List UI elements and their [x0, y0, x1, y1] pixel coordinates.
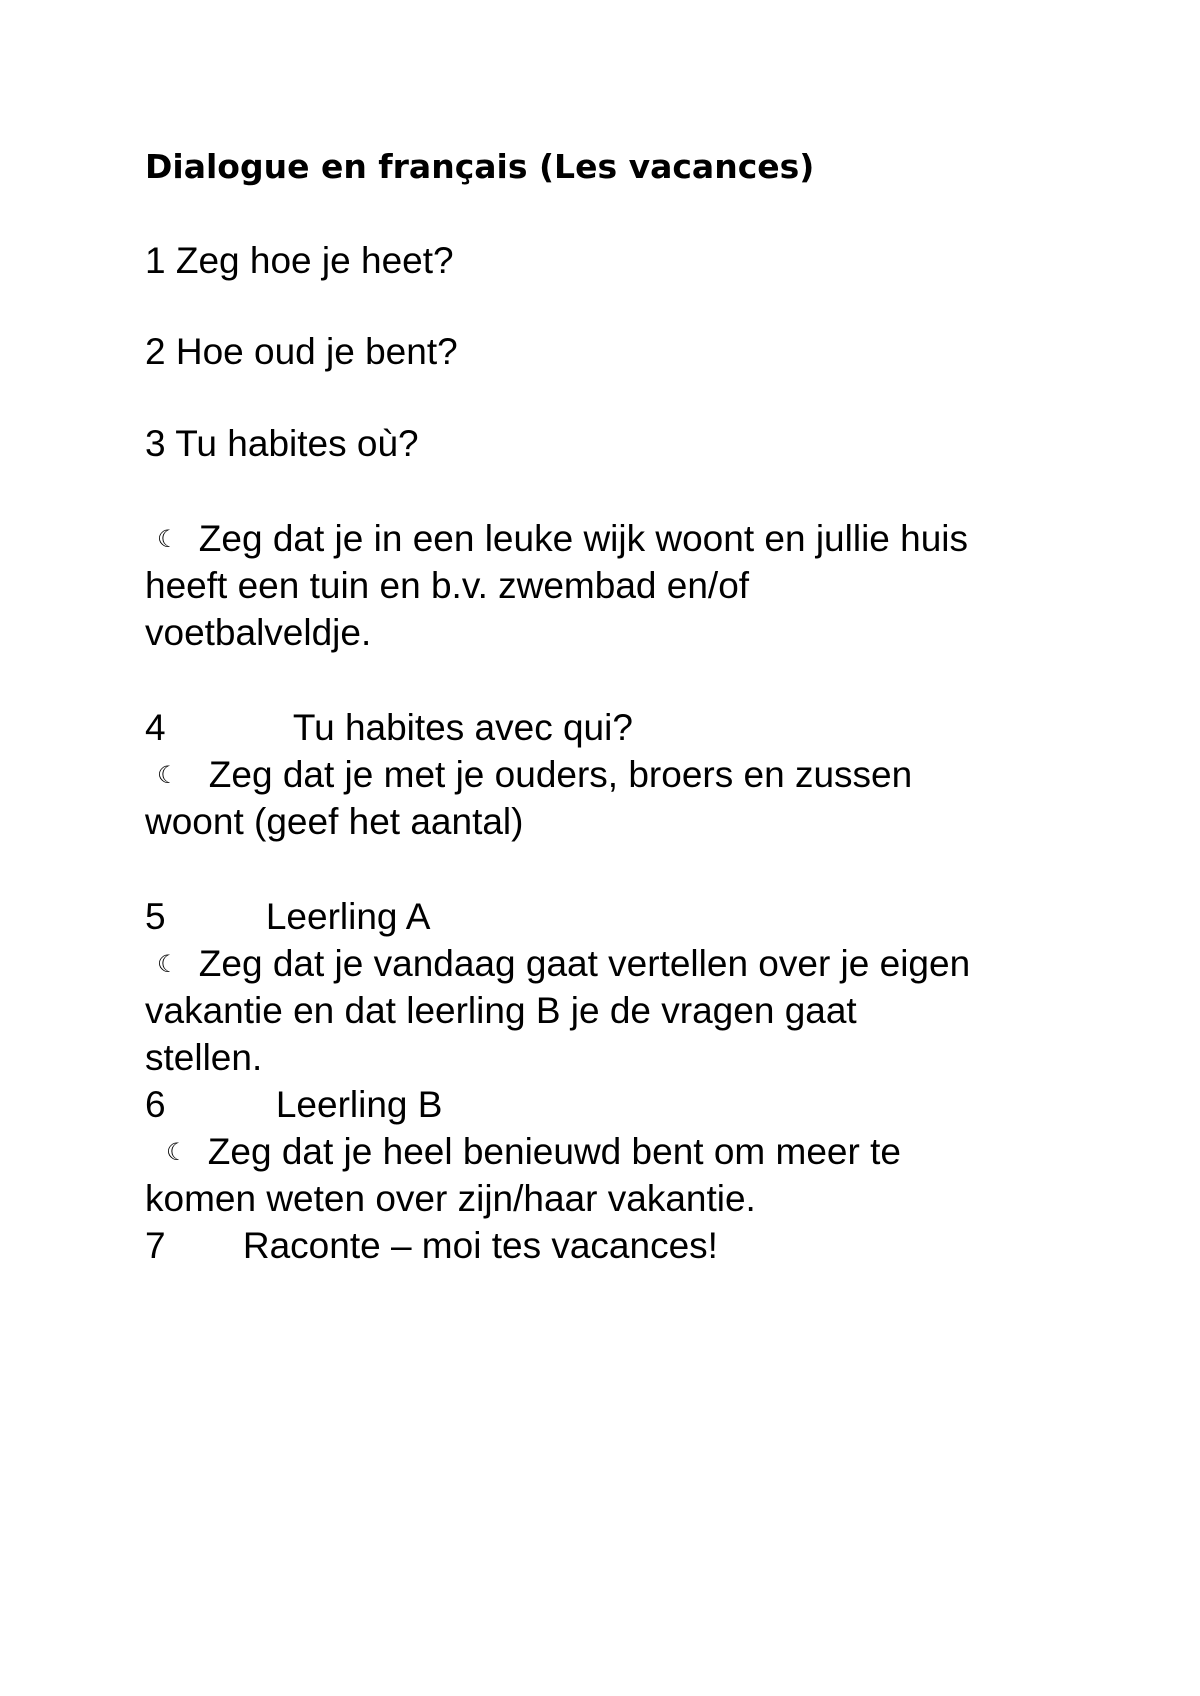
- question-number: 5: [145, 896, 166, 937]
- question-6: [145, 1081, 442, 1128]
- instruction-3-line-2: heeft een tuin en b.v. zwembad en/of: [145, 565, 750, 606]
- moon-bullet-icon: ☾: [157, 525, 179, 553]
- instruction-text: Zeg dat je heel benieuwd bent om meer te: [207, 1131, 901, 1172]
- question-5: [145, 893, 430, 940]
- question-text: Leerling B: [275, 1084, 443, 1125]
- question-number: 1: [145, 240, 166, 281]
- instruction-text: Zeg dat je met je ouders, broers en zussen: [208, 754, 913, 795]
- question-number: 7: [145, 1225, 166, 1266]
- question-2: [145, 328, 458, 375]
- question-text: Hoe oud je bent?: [175, 331, 458, 372]
- instruction-text: Zeg dat je in een leuke wijk woont en jullie huis: [198, 518, 969, 559]
- question-number: 4: [145, 707, 166, 748]
- question-7: [145, 1222, 718, 1269]
- instruction-4-line-2: woont (geef het aantal): [145, 801, 524, 842]
- question-text: Zeg hoe je heet?: [175, 240, 454, 281]
- question-3: [145, 420, 419, 467]
- moon-bullet-icon: ☾: [157, 950, 179, 978]
- instruction-3-line-1: [157, 515, 968, 563]
- question-text: Raconte – moi tes vacances!: [242, 1225, 718, 1266]
- instruction-3-line-3: voetbalveldje.: [145, 612, 372, 653]
- question-number: 2: [145, 331, 166, 372]
- question-text: Leerling A: [265, 896, 431, 937]
- question-number: 3: [145, 423, 166, 464]
- instruction-5-line-1: [157, 940, 970, 988]
- instruction-6-line-2: komen weten over zijn/haar vakantie.: [145, 1178, 756, 1219]
- instruction-5-line-3: stellen.: [145, 1037, 263, 1078]
- instruction-6-line-1: [166, 1128, 901, 1176]
- question-text: Tu habites où?: [175, 423, 419, 464]
- question-number: 6: [145, 1084, 166, 1125]
- instruction-text: Zeg dat je vandaag gaat vertellen over je eigen: [198, 943, 971, 984]
- document-title: Dialogue en français (Les vacances): [145, 147, 815, 186]
- question-4: [145, 704, 633, 751]
- moon-bullet-icon: ☾: [157, 761, 179, 789]
- instruction-5-line-2: vakantie en dat leerling B je de vragen gaat: [145, 990, 857, 1031]
- question-1: [145, 237, 454, 284]
- moon-bullet-icon: ☾: [166, 1138, 188, 1166]
- question-text: Tu habites avec qui?: [292, 707, 633, 748]
- instruction-4-line-1: [157, 751, 912, 799]
